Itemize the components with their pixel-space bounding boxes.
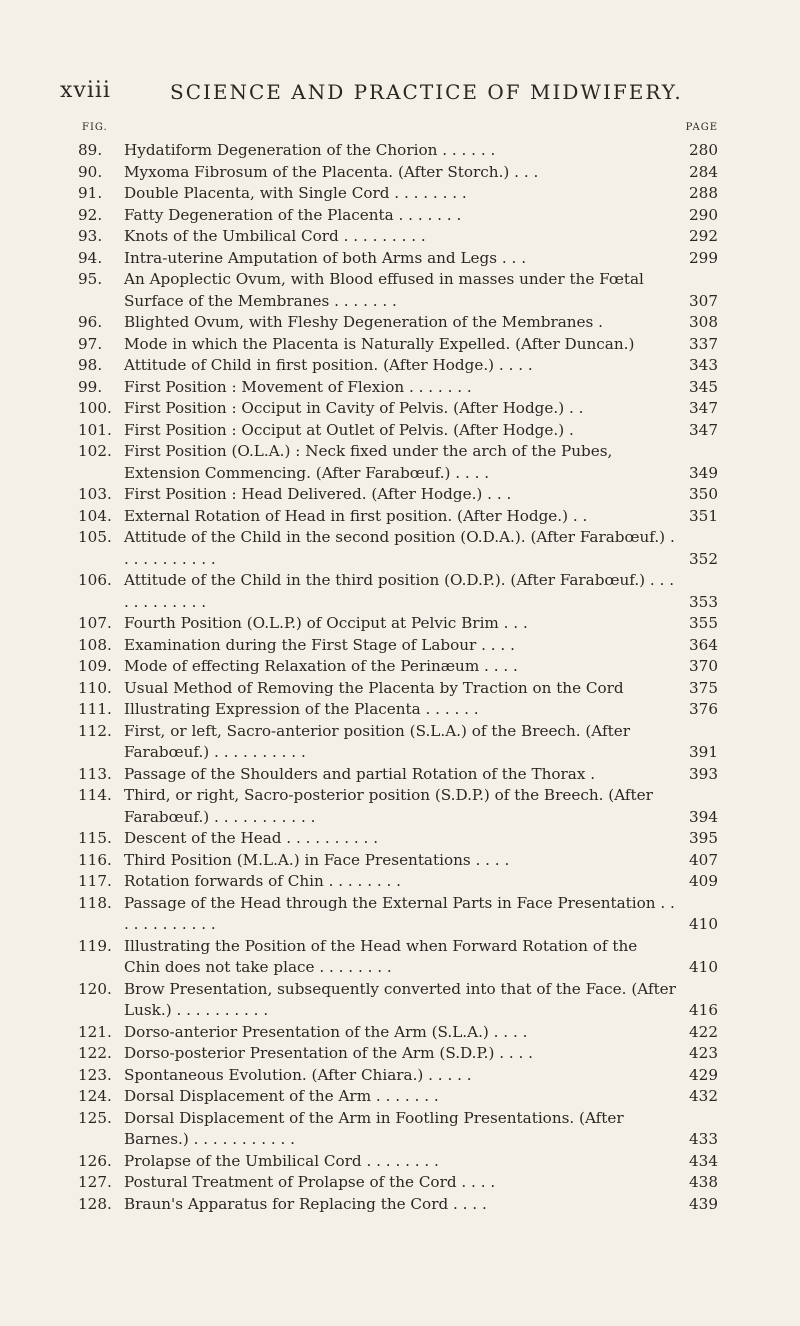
page-reference: 350 <box>689 485 718 503</box>
figure-caption: Fatty Degeneration of the Placenta . . . . . . . <box>124 205 462 224</box>
figure-caption: An Apoplectic Ovum, with Blood effused in masses under the Fœtal Surface of the Membranes . . . . . . . <box>124 270 644 310</box>
figure-caption: First, or left, Sacro-anterior position (S.L.A.) of the Breech. (After Farabœuf.) . . . . . . . . . . <box>124 721 630 761</box>
figure-number: 118. <box>78 893 112 912</box>
page-column-header: PAGE <box>685 122 718 133</box>
figure-number: 110. <box>78 678 112 697</box>
figure-number: 117. <box>78 872 112 890</box>
figure-number: 100. <box>78 399 112 417</box>
list-item <box>78 183 718 205</box>
figure-caption: Rotation forwards of Chin . . . . . . . . <box>124 872 402 890</box>
figure-number: 101. <box>78 420 112 439</box>
list-item <box>78 1108 718 1151</box>
figure-number: 108. <box>78 635 112 654</box>
page-reference: 353 <box>689 592 718 611</box>
figure-caption: Dorso-anterior Presentation of the Arm (S.L.A.) . . . . <box>124 1022 528 1041</box>
list-item <box>78 764 718 786</box>
list-item <box>78 312 718 334</box>
list-item <box>78 226 718 248</box>
list-item <box>78 1065 718 1087</box>
figure-number: 97. <box>78 334 103 353</box>
figure-number: 107. <box>78 614 112 632</box>
page-reference: 364 <box>689 635 718 654</box>
figure-number: 116. <box>78 850 112 869</box>
page-header <box>60 78 740 112</box>
list-item <box>78 1194 718 1216</box>
figure-caption: Usual Method of Removing the Placenta by Traction on the Cord <box>124 678 624 697</box>
figure-number: 128. <box>78 1194 112 1213</box>
page-reference: 308 <box>689 313 718 331</box>
figure-number: 122. <box>78 1044 112 1062</box>
figure-number: 90. <box>78 162 103 181</box>
page-reference: 434 <box>689 1151 718 1170</box>
list-item <box>78 613 718 635</box>
list-item <box>78 506 718 528</box>
running-title: SCIENCE AND PRACTICE OF MIDWIFERY. <box>170 80 683 104</box>
figure-caption: First Position : Movement of Flexion . . . . . . . <box>124 377 472 396</box>
page-reference: 292 <box>689 227 718 245</box>
figure-caption: Mode in which the Placenta is Naturally Expelled. (After Duncan.) <box>124 334 635 353</box>
figure-number: 112. <box>78 721 112 740</box>
figure-number: 106. <box>78 571 112 589</box>
page-reference: 347 <box>689 420 718 439</box>
list-item <box>78 936 718 979</box>
figure-caption: Attitude of Child in first position. (After Hodge.) . . . . <box>124 356 533 374</box>
page-reference: 347 <box>689 399 718 417</box>
page-reference: 355 <box>689 614 718 632</box>
figure-caption: Examination during the First Stage of Labour . . . . <box>124 635 515 654</box>
figure-number: 95. <box>78 270 103 288</box>
page-reference: 284 <box>689 162 718 181</box>
page-reference: 376 <box>689 700 718 718</box>
figure-number: 93. <box>78 227 103 245</box>
list-item <box>78 441 718 484</box>
fig-column-header: FIG. <box>82 122 108 133</box>
list-item <box>78 656 718 678</box>
page-reference: 433 <box>689 1130 718 1148</box>
figure-number: 119. <box>78 936 112 955</box>
figure-number: 125. <box>78 1108 112 1127</box>
list-item <box>78 678 718 700</box>
page-reference: 394 <box>689 807 718 826</box>
page-reference: 423 <box>689 1044 718 1062</box>
page-reference: 370 <box>689 657 718 675</box>
figure-caption: Double Placenta, with Single Cord . . . . . . . . <box>124 184 467 202</box>
page-reference: 391 <box>689 743 718 761</box>
figure-caption: Dorsal Displacement of the Arm in Footling Presentations. (After Barnes.) . . . . . . . . . . . <box>124 1108 624 1148</box>
figure-number: 98. <box>78 356 103 374</box>
figure-caption: Brow Presentation, subsequently converted into that of the Face. (After Lusk.) . . . . . . . . . . <box>124 979 676 1019</box>
figure-number: 124. <box>78 1087 112 1105</box>
page-reference: 337 <box>689 334 718 353</box>
list-item <box>78 527 718 570</box>
figure-number: 102. <box>78 442 112 460</box>
page-reference: 307 <box>689 291 718 310</box>
list-item <box>78 1172 718 1194</box>
page-reference: 343 <box>689 356 718 374</box>
figure-number: 120. <box>78 979 112 998</box>
list-item <box>78 269 718 312</box>
list-item <box>78 377 718 399</box>
figure-number: 114. <box>78 786 112 804</box>
list-item <box>78 1043 718 1065</box>
list-item <box>78 140 718 162</box>
list-item <box>78 893 718 936</box>
page-reference: 439 <box>689 1194 718 1213</box>
figure-caption: Intra-uterine Amputation of both Arms and Legs . . . <box>124 248 527 267</box>
figure-number: 91. <box>78 184 103 202</box>
list-item <box>78 721 718 764</box>
page-reference: 280 <box>689 141 718 159</box>
list-item <box>78 398 718 420</box>
page-reference: 299 <box>689 248 718 267</box>
list-item <box>78 699 718 721</box>
list-item <box>78 850 718 872</box>
figure-number: 113. <box>78 764 112 783</box>
figure-caption: Third, or right, Sacro-posterior position (S.D.P.) of the Breech. (After Farabœuf.) . . . . . . . . . . . <box>124 786 653 826</box>
figure-caption: First Position : Occiput at Outlet of Pelvis. (After Hodge.) . <box>124 420 574 439</box>
figure-caption: Descent of the Head . . . . . . . . . . <box>124 829 379 847</box>
figure-caption: Third Position (M.L.A.) in Face Presentations . . . . <box>124 850 510 869</box>
figure-list <box>78 140 718 1215</box>
figure-number: 126. <box>78 1151 112 1170</box>
figure-caption: Mode of effecting Relaxation of the Perinæum . . . . <box>124 657 518 675</box>
figure-number: 89. <box>78 141 103 159</box>
figure-caption: First Position (O.L.A.) : Neck fixed under the arch of the Pubes, Extension Commencing. (After Farabœuf.) . . . . <box>124 442 613 482</box>
page-reference: 438 <box>689 1173 718 1191</box>
figure-number: 111. <box>78 700 112 718</box>
page-reference: 375 <box>689 678 718 697</box>
figure-number: 123. <box>78 1065 112 1084</box>
figure-caption: Prolapse of the Umbilical Cord . . . . . . . . <box>124 1151 439 1170</box>
page-reference: 407 <box>689 850 718 869</box>
figure-caption: First Position : Head Delivered. (After Hodge.) . . . <box>124 485 512 503</box>
list-item <box>78 1151 718 1173</box>
list-item <box>78 484 718 506</box>
page-number: xviii <box>60 78 111 103</box>
list-item <box>78 1022 718 1044</box>
page-reference: 349 <box>689 463 718 482</box>
list-item <box>78 248 718 270</box>
list-item <box>78 635 718 657</box>
figure-number: 94. <box>78 248 103 267</box>
figure-caption: Myxoma Fibrosum of the Placenta. (After Storch.) . . . <box>124 162 539 181</box>
figure-caption: Blighted Ovum, with Fleshy Degeneration of the Membranes . <box>124 313 603 331</box>
page-reference: 416 <box>689 1001 718 1019</box>
page-reference: 422 <box>689 1022 718 1041</box>
page-reference: 290 <box>689 205 718 224</box>
figure-caption: Fourth Position (O.L.P.) of Occiput at Pelvic Brim . . . <box>124 614 528 632</box>
figure-caption: Knots of the Umbilical Cord . . . . . . . . . <box>124 227 426 245</box>
figure-caption: Spontaneous Evolution. (After Chiara.) . . . . . <box>124 1065 472 1084</box>
figure-caption: Illustrating Expression of the Placenta . . . . . . <box>124 700 479 718</box>
list-item <box>78 355 718 377</box>
page-reference: 410 <box>689 958 718 976</box>
page-reference: 432 <box>689 1087 718 1105</box>
figure-caption: Passage of the Head through the External Parts in Face Presentation . . . . . . . . . . . . <box>124 893 675 933</box>
figure-number: 105. <box>78 528 112 546</box>
list-item <box>78 871 718 893</box>
list-item <box>78 205 718 227</box>
figure-number: 103. <box>78 485 112 503</box>
figure-number: 96. <box>78 313 103 331</box>
figure-caption: Hydatiform Degeneration of the Chorion . . . . . . <box>124 141 496 159</box>
page-reference: 393 <box>689 764 718 783</box>
figure-number: 115. <box>78 829 112 847</box>
figure-number: 104. <box>78 506 112 525</box>
list-item <box>78 828 718 850</box>
figure-caption: Dorsal Displacement of the Arm . . . . . . . <box>124 1087 439 1105</box>
figure-number: 121. <box>78 1022 112 1041</box>
figure-caption: External Rotation of Head in first position. (After Hodge.) . . <box>124 506 588 525</box>
page-reference: 345 <box>689 377 718 396</box>
figure-number: 92. <box>78 205 103 224</box>
figure-caption: Passage of the Shoulders and partial Rotation of the Thorax . <box>124 764 596 783</box>
figure-caption: Attitude of the Child in the third position (O.D.P.). (After Farabœuf.) . . . . . . . . . . . . <box>124 571 675 611</box>
figure-number: 127. <box>78 1173 112 1191</box>
page-reference: 351 <box>689 506 718 525</box>
figure-caption: Illustrating the Position of the Head when Forward Rotation of the Chin does not take place . . . . . . . . <box>124 936 638 976</box>
figure-number: 109. <box>78 657 112 675</box>
figure-caption: Attitude of the Child in the second position (O.D.A.). (After Farabœuf.) . . . . . . . . . . . <box>124 528 675 568</box>
figure-caption: First Position : Occiput in Cavity of Pelvis. (After Hodge.) . . <box>124 399 584 417</box>
list-item <box>78 785 718 828</box>
figure-caption: Braun's Apparatus for Replacing the Cord . . . . <box>124 1194 487 1213</box>
list-item <box>78 420 718 442</box>
page-reference: 410 <box>689 915 718 933</box>
column-headers <box>82 122 718 138</box>
list-item <box>78 1086 718 1108</box>
figure-number: 99. <box>78 377 103 396</box>
page-reference: 409 <box>689 872 718 890</box>
list-item <box>78 334 718 356</box>
list-item <box>78 570 718 613</box>
page-reference: 352 <box>689 549 718 568</box>
figure-caption: Dorso-posterior Presentation of the Arm (S.D.P.) . . . . <box>124 1044 533 1062</box>
page-reference: 395 <box>689 829 718 847</box>
page-reference: 429 <box>689 1065 718 1084</box>
list-item <box>78 162 718 184</box>
list-item <box>78 979 718 1022</box>
page-reference: 288 <box>689 184 718 202</box>
figure-caption: Postural Treatment of Prolapse of the Cord . . . . <box>124 1173 496 1191</box>
